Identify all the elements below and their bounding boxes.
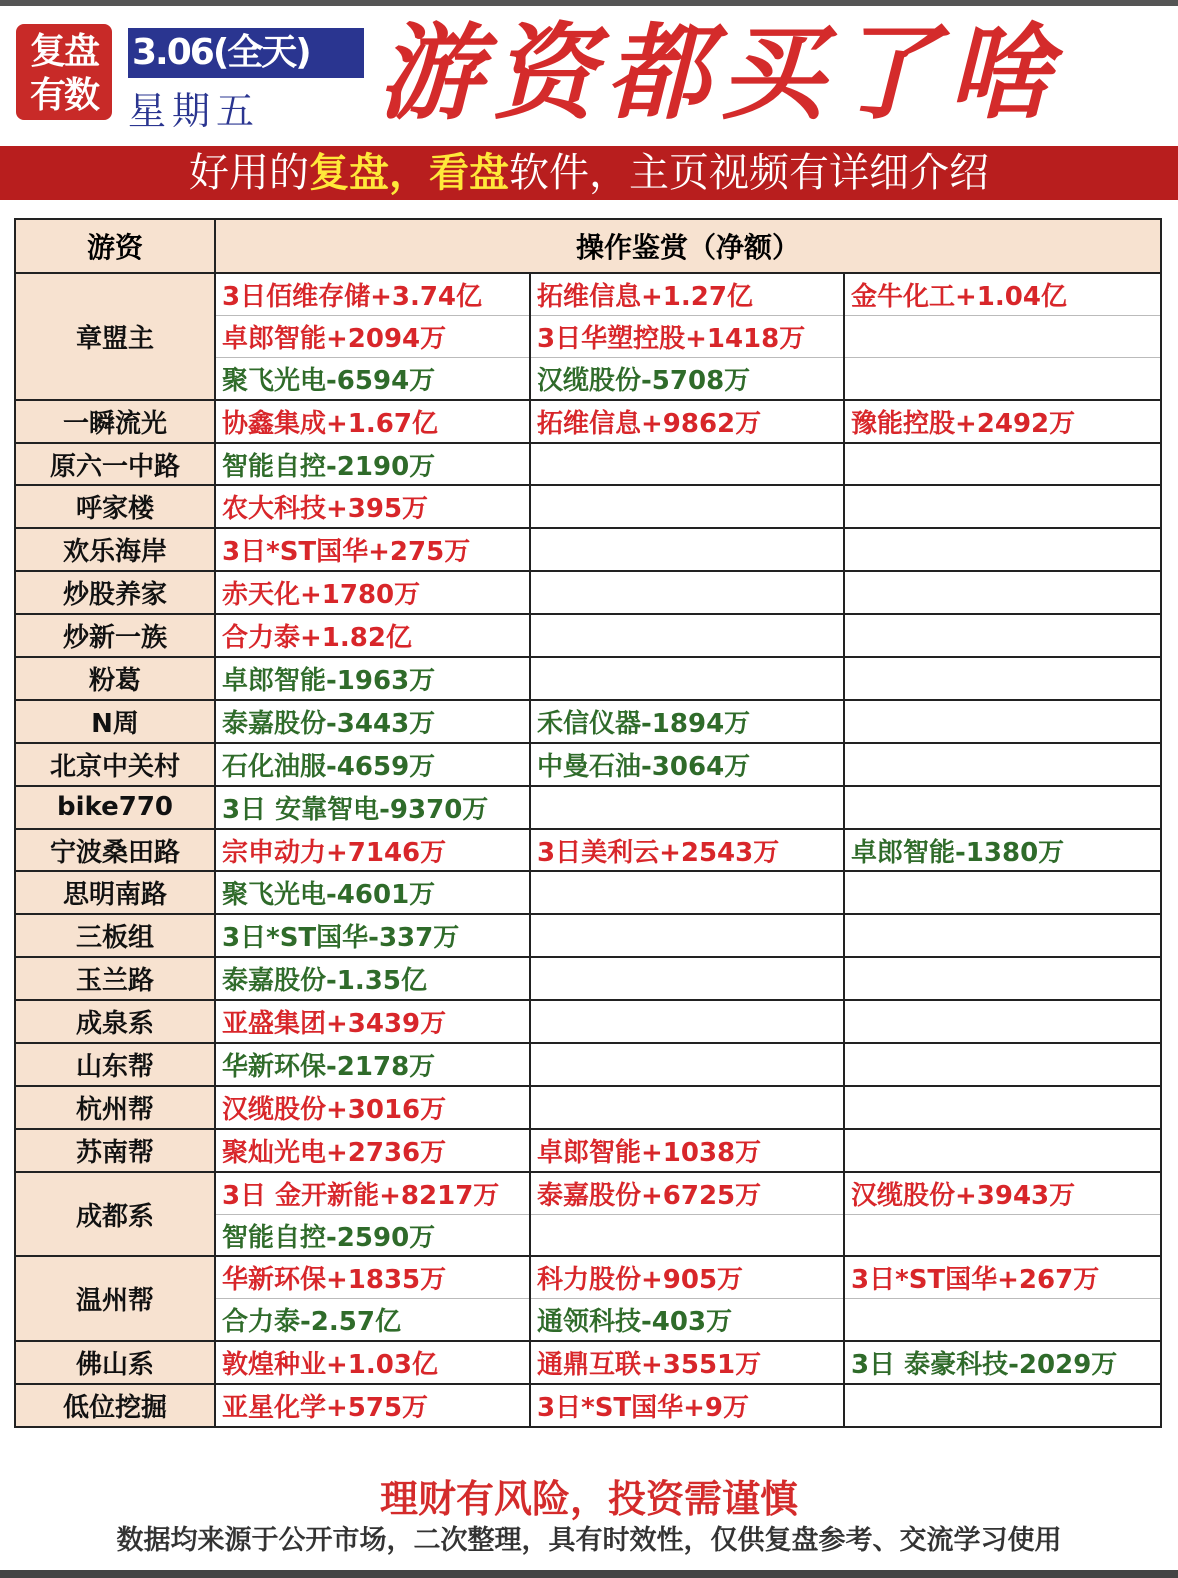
trade-cell: 拓维信息+1.27亿	[530, 273, 844, 315]
trader-name: 粉葛	[15, 657, 215, 700]
trade-cell: 汉缆股份+3016万	[215, 1086, 530, 1129]
table-row	[15, 1256, 1161, 1298]
banner-highlight: 复盘	[309, 150, 389, 196]
weekday-label: 星期五	[128, 89, 261, 133]
trade-cell: 汉缆股份+3943万	[844, 1172, 1161, 1214]
risk-warning: 理财有风险，投资需谨慎	[379, 1477, 798, 1521]
trade-cell	[844, 1086, 1161, 1129]
trade-cell	[530, 1214, 844, 1256]
table-row	[15, 528, 1161, 571]
table-row	[15, 1384, 1161, 1427]
trade-cell: 智能自控-2190万	[215, 443, 530, 486]
table-row	[15, 1129, 1161, 1172]
banner-sep: ，	[389, 150, 429, 196]
trade-cell	[844, 443, 1161, 486]
trade-cell: 3日 安靠智电-9370万	[215, 786, 530, 829]
trade-cell: 华新环保+1835万	[215, 1256, 530, 1298]
trader-name: N周	[15, 700, 215, 743]
trade-cell	[530, 957, 844, 1000]
trade-cell: 华新环保-2178万	[215, 1043, 530, 1086]
col-header-trader: 游资	[15, 219, 215, 273]
trader-name: 原六一中路	[15, 443, 215, 486]
trade-cell: 协鑫集成+1.67亿	[215, 400, 530, 443]
table-row	[15, 1086, 1161, 1129]
trade-cell	[530, 1043, 844, 1086]
trade-cell	[530, 614, 844, 657]
trade-cell: 3日佰维存储+3.74亿	[215, 273, 530, 315]
table-row	[15, 1000, 1161, 1043]
trader-name: 低位挖掘	[15, 1384, 215, 1427]
trade-cell: 亚盛集团+3439万	[215, 1000, 530, 1043]
promo-banner	[0, 146, 1178, 200]
trade-cell: 卓郎智能+2094万	[215, 315, 530, 357]
trade-cell: 合力泰+1.82亿	[215, 614, 530, 657]
trade-cell: 3日华塑控股+1418万	[530, 315, 844, 357]
trade-cell: 泰嘉股份+6725万	[530, 1172, 844, 1214]
trader-name: 玉兰路	[15, 957, 215, 1000]
trade-cell: 合力泰-2.57亿	[215, 1299, 530, 1341]
trade-cell	[844, 1129, 1161, 1172]
trade-cell: 农大科技+395万	[215, 485, 530, 528]
date-label: 3.06(全天)	[128, 28, 364, 78]
trader-name: 炒新一族	[15, 614, 215, 657]
trade-cell: 敦煌种业+1.03亿	[215, 1341, 530, 1384]
table-row	[15, 443, 1161, 486]
trade-cell	[844, 571, 1161, 614]
trade-cell: 聚飞光电-6594万	[215, 357, 530, 399]
trade-cell	[844, 485, 1161, 528]
trader-name: 成泉系	[15, 1000, 215, 1043]
trade-cell: 3日*ST国华-337万	[215, 914, 530, 957]
trade-cell	[844, 786, 1161, 829]
trade-cell: 亚星化学+575万	[215, 1384, 530, 1427]
trader-name: 章盟主	[15, 273, 215, 400]
trade-cell	[530, 914, 844, 957]
trade-cell: 卓郎智能-1963万	[215, 657, 530, 700]
trade-cell	[530, 1000, 844, 1043]
trade-cell: 3日*ST国华+9万	[530, 1384, 844, 1427]
trade-cell	[530, 871, 844, 914]
trade-cell	[530, 528, 844, 571]
trader-name: 欢乐海岸	[15, 528, 215, 571]
trade-cell: 泰嘉股份-3443万	[215, 700, 530, 743]
table-row	[15, 957, 1161, 1000]
trade-cell: 科力股份+905万	[530, 1256, 844, 1298]
trade-cell	[844, 914, 1161, 957]
table-header	[15, 219, 1161, 273]
table-row	[15, 273, 1161, 315]
banner-highlight: 看盘	[429, 150, 509, 196]
trade-cell: 石化油服-4659万	[215, 743, 530, 786]
trader-name: 炒股养家	[15, 571, 215, 614]
table-row	[15, 614, 1161, 657]
trade-cell: 泰嘉股份-1.35亿	[215, 957, 530, 1000]
trade-cell	[844, 1214, 1161, 1256]
table-row	[15, 871, 1161, 914]
trade-cell: 金牛化工+1.04亿	[844, 273, 1161, 315]
trader-name: 山东帮	[15, 1043, 215, 1086]
trader-name: 呼家楼	[15, 485, 215, 528]
page-title: 游资都买了啥	[378, 11, 1063, 134]
trade-cell	[844, 1384, 1161, 1427]
col-header-ops: 操作鉴赏（净额）	[215, 219, 1161, 273]
table-row	[15, 1172, 1161, 1214]
trade-cell: 赤天化+1780万	[215, 571, 530, 614]
trade-cell	[844, 871, 1161, 914]
table-row	[15, 914, 1161, 957]
trader-name: 宁波桑田路	[15, 829, 215, 872]
trade-cell	[844, 357, 1161, 399]
bottom-border	[0, 1570, 1178, 1578]
top-border	[0, 0, 1178, 6]
trader-name: 佛山系	[15, 1341, 215, 1384]
trade-cell: 智能自控-2590万	[215, 1214, 530, 1256]
trade-cell	[844, 1043, 1161, 1086]
trade-cell	[844, 700, 1161, 743]
trade-cell: 宗申动力+7146万	[215, 829, 530, 872]
trade-cell	[844, 315, 1161, 357]
table-row	[15, 829, 1161, 872]
banner-text: 软件，主页视频有详细介绍	[509, 150, 989, 196]
table-row	[15, 400, 1161, 443]
trade-cell: 3日*ST国华+275万	[215, 528, 530, 571]
trade-cell: 3日美利云+2543万	[530, 829, 844, 872]
trade-cell: 中曼石油-3064万	[530, 743, 844, 786]
trade-cell: 汉缆股份-5708万	[530, 357, 844, 399]
trade-cell	[844, 957, 1161, 1000]
table-row	[15, 657, 1161, 700]
trade-cell: 通领科技-403万	[530, 1299, 844, 1341]
banner-text: 好用的	[189, 150, 309, 196]
table-row	[15, 1341, 1161, 1384]
trade-cell	[530, 1086, 844, 1129]
trader-name: 成都系	[15, 1172, 215, 1257]
trade-cell	[530, 657, 844, 700]
trade-cell: 拓维信息+9862万	[530, 400, 844, 443]
logo: 复盘有数	[16, 24, 112, 120]
trade-cell: 聚飞光电-4601万	[215, 871, 530, 914]
trade-cell: 卓郎智能-1380万	[844, 829, 1161, 872]
trade-cell	[844, 1000, 1161, 1043]
disclaimer: 数据均来源于公开市场，二次整理，具有时效性，仅供复盘参考、交流学习使用	[116, 1525, 1062, 1556]
trader-name: 北京中关村	[15, 743, 215, 786]
trade-cell: 3日 泰豪科技-2029万	[844, 1341, 1161, 1384]
trader-name: 一瞬流光	[15, 400, 215, 443]
table-row	[15, 700, 1161, 743]
trade-cell	[530, 443, 844, 486]
trader-name: 杭州帮	[15, 1086, 215, 1129]
trade-cell	[530, 571, 844, 614]
trade-cell	[530, 485, 844, 528]
trade-cell: 3日*ST国华+267万	[844, 1256, 1161, 1298]
trade-cell	[844, 614, 1161, 657]
trader-name: 思明南路	[15, 871, 215, 914]
table-row	[15, 743, 1161, 786]
table-row	[15, 571, 1161, 614]
table-row	[15, 485, 1161, 528]
trades-table	[14, 218, 1162, 1428]
trade-cell	[530, 786, 844, 829]
trade-cell: 聚灿光电+2736万	[215, 1129, 530, 1172]
trade-cell: 通鼎互联+3551万	[530, 1341, 844, 1384]
trade-cell	[844, 657, 1161, 700]
trade-cell: 卓郎智能+1038万	[530, 1129, 844, 1172]
trade-cell: 豫能控股+2492万	[844, 400, 1161, 443]
trader-name: 温州帮	[15, 1256, 215, 1341]
table-row	[15, 1043, 1161, 1086]
trade-cell	[844, 743, 1161, 786]
trade-cell: 禾信仪器-1894万	[530, 700, 844, 743]
trader-name: 苏南帮	[15, 1129, 215, 1172]
trade-cell	[844, 528, 1161, 571]
trader-name: 三板组	[15, 914, 215, 957]
trade-cell	[844, 1299, 1161, 1341]
trade-cell: 3日 金开新能+8217万	[215, 1172, 530, 1214]
trader-name: bike770	[15, 786, 215, 829]
table-row	[15, 786, 1161, 829]
